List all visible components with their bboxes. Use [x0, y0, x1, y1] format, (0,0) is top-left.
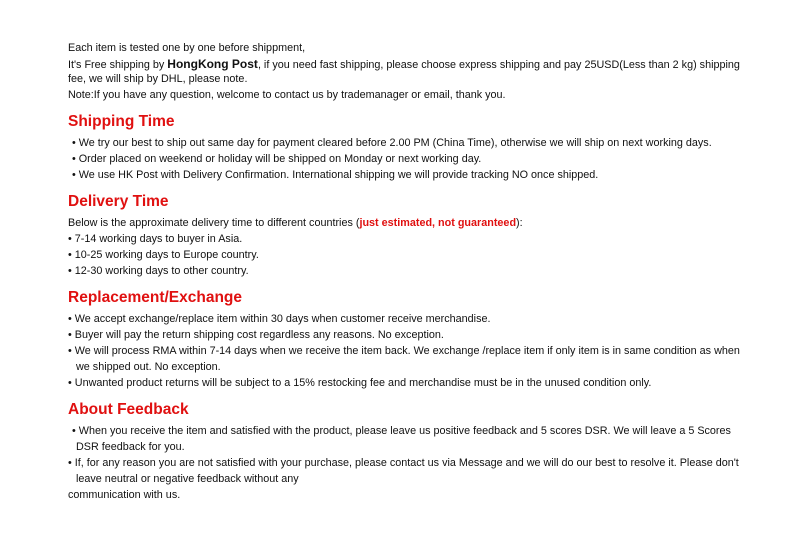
feedback-line: • When you receive the item and satisfied with the product, please leave us positive feedback and 5 scores DSR. We will leave a 5 Scores [72, 425, 731, 437]
feedback-line: DSR feedback for you. [76, 441, 185, 453]
delivery-intro [68, 216, 523, 230]
feedback-line: leave neutral or negative feedback without any [76, 473, 299, 485]
intro-free-pre: It's Free shipping by [68, 59, 168, 71]
delivery-intro-red: just estimated, not guaranteed [359, 217, 517, 229]
shipping-item: • We try our best to ship out same day for payment cleared before 2.00 PM (China Time), otherwise we will ship on next working days. [72, 137, 712, 149]
intro-line-4: Note:If you have any question, welcome to contact us by trademanager or email, thank you. [68, 89, 506, 101]
shipping-heading: Shipping Time [68, 113, 175, 130]
intro-free-bold: HongKong Post [167, 57, 258, 71]
replacement-line: • Buyer will pay the return shipping cost regardless any reasons. No exception. [68, 329, 444, 341]
delivery-item: • 12-30 working days to other country. [68, 265, 249, 277]
replacement-line: • Unwanted product returns will be subject to a 15% restocking fee and merchandise must be in the unused condition only. [68, 377, 652, 389]
intro-line-1: Each item is tested one by one before shippment, [68, 42, 306, 54]
intro-line-3: fee, we will ship by DHL, please note. [68, 73, 248, 85]
delivery-intro-pre: Below is the approximate delivery time to different countries ( [68, 217, 360, 229]
feedback-line: • If, for any reason you are not satisfied with your purchase, please contact us via Message and we will do our best to resolve it. Please don't [68, 457, 739, 469]
replacement-line: • We accept exchange/replace item within 30 days when customer receive merchandise. [68, 313, 491, 325]
intro-free-post: , if you need fast shipping, please choose express shipping and pay 25USD(Less than 2 kg) shipping [257, 59, 740, 71]
delivery-heading: Delivery Time [68, 193, 169, 210]
intro-free-shipping-line [68, 57, 740, 72]
replacement-line: we shipped out. No exception. [76, 361, 221, 373]
feedback-heading: About Feedback [68, 401, 189, 418]
delivery-item: • 7-14 working days to buyer in Asia. [68, 233, 243, 245]
feedback-line: communication with us. [68, 489, 181, 501]
delivery-item: • 10-25 working days to Europe country. [68, 249, 259, 261]
replacement-line: • We will process RMA within 7-14 days when we receive the item back. We exchange /replace item if only item is in same condition as when [68, 345, 740, 357]
shipping-item: • Order placed on weekend or holiday will be shipped on Monday or next working day. [72, 153, 482, 165]
replacement-heading: Replacement/Exchange [68, 289, 243, 306]
shipping-item: • We use HK Post with Delivery Confirmation. International shipping we will provide tracking NO once shipped. [72, 169, 599, 181]
delivery-intro-post: ): [516, 217, 523, 229]
